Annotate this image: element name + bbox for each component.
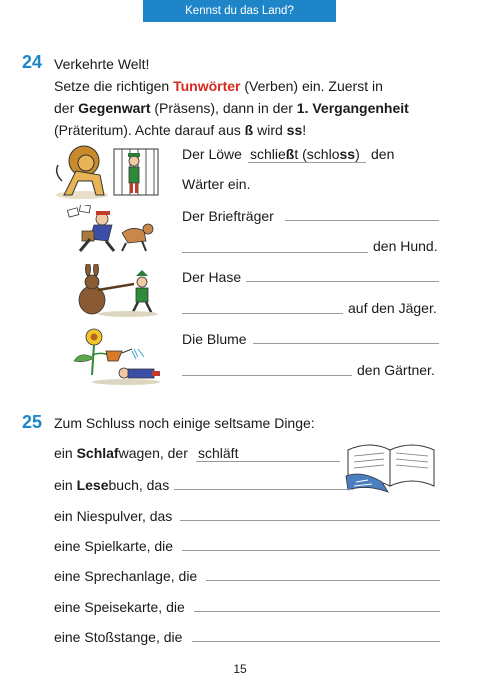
header-banner: Kennst du das Land?: [143, 0, 336, 22]
instruction-line: (Präteritum). Achte darauf aus ß wird ss!: [54, 122, 307, 138]
mailman-dog-illustration: [60, 205, 160, 255]
sentence-3-end: auf den Jäger.: [348, 300, 437, 316]
sentence-4-start: Die Blume: [182, 331, 247, 347]
answer-blank-filled[interactable]: schläft: [196, 444, 340, 462]
book-illustration: [342, 436, 440, 496]
hare-hunter-illustration: [68, 264, 163, 318]
exercise-number: 25: [22, 412, 43, 432]
sentence-3-start: Der Hase: [182, 269, 242, 285]
answer-blank[interactable]: [206, 580, 440, 581]
sentence-4-end: den Gärtner.: [357, 362, 435, 378]
sentence-1-mid: den: [371, 146, 395, 162]
answer-blank[interactable]: [182, 375, 352, 376]
row-spielkarte: eine Spielkarte, die: [54, 538, 174, 554]
answer-blank[interactable]: [194, 611, 440, 612]
instruction-line: der Gegenwart (Präsens), dann in der 1. Vergangenheit: [54, 100, 409, 116]
row-lesebuch: ein Lesebuch, das: [54, 477, 170, 493]
row-sprechanlage: eine Sprechanlage, die: [54, 568, 198, 584]
row-speisekarte: eine Speisekarte, die: [54, 599, 185, 615]
answer-blank[interactable]: [192, 641, 440, 642]
instruction-line: Zum Schluss noch einige seltsame Dinge:: [54, 415, 315, 431]
sentence-2-end: den Hund.: [373, 238, 438, 254]
sentence-2-start: Der Briefträger: [182, 208, 274, 224]
answer-blank[interactable]: [285, 220, 439, 221]
instruction-line: Setze die richtigen Tunwörter (Verben) ein. Zuerst in: [54, 78, 383, 94]
answer-blank[interactable]: [182, 550, 440, 551]
answer-blank[interactable]: [182, 252, 368, 253]
answer-blank-filled[interactable]: schließt (schloss): [248, 145, 366, 163]
answer-blank[interactable]: [174, 489, 353, 490]
lion-keeper-illustration: [52, 143, 162, 201]
sentence-1-start: Der Löwe: [182, 146, 242, 162]
instruction-line: Verkehrte Welt!: [54, 56, 150, 72]
answer-blank[interactable]: [253, 343, 439, 344]
answer-blank[interactable]: [180, 520, 440, 521]
answer-blank[interactable]: [182, 313, 343, 314]
answer-blank[interactable]: [246, 281, 439, 282]
row-schlafwagen: ein Schlafwagen, der: [54, 445, 188, 461]
page-number: 15: [233, 662, 247, 676]
row-niespulver: ein Niespulver, das: [54, 508, 173, 524]
sentence-1-end: Wärter ein.: [182, 176, 251, 192]
exercise-number: 24: [22, 52, 43, 72]
row-stossstange: eine Stoßstange, die: [54, 629, 183, 645]
flower-gardener-illustration: [66, 327, 164, 387]
